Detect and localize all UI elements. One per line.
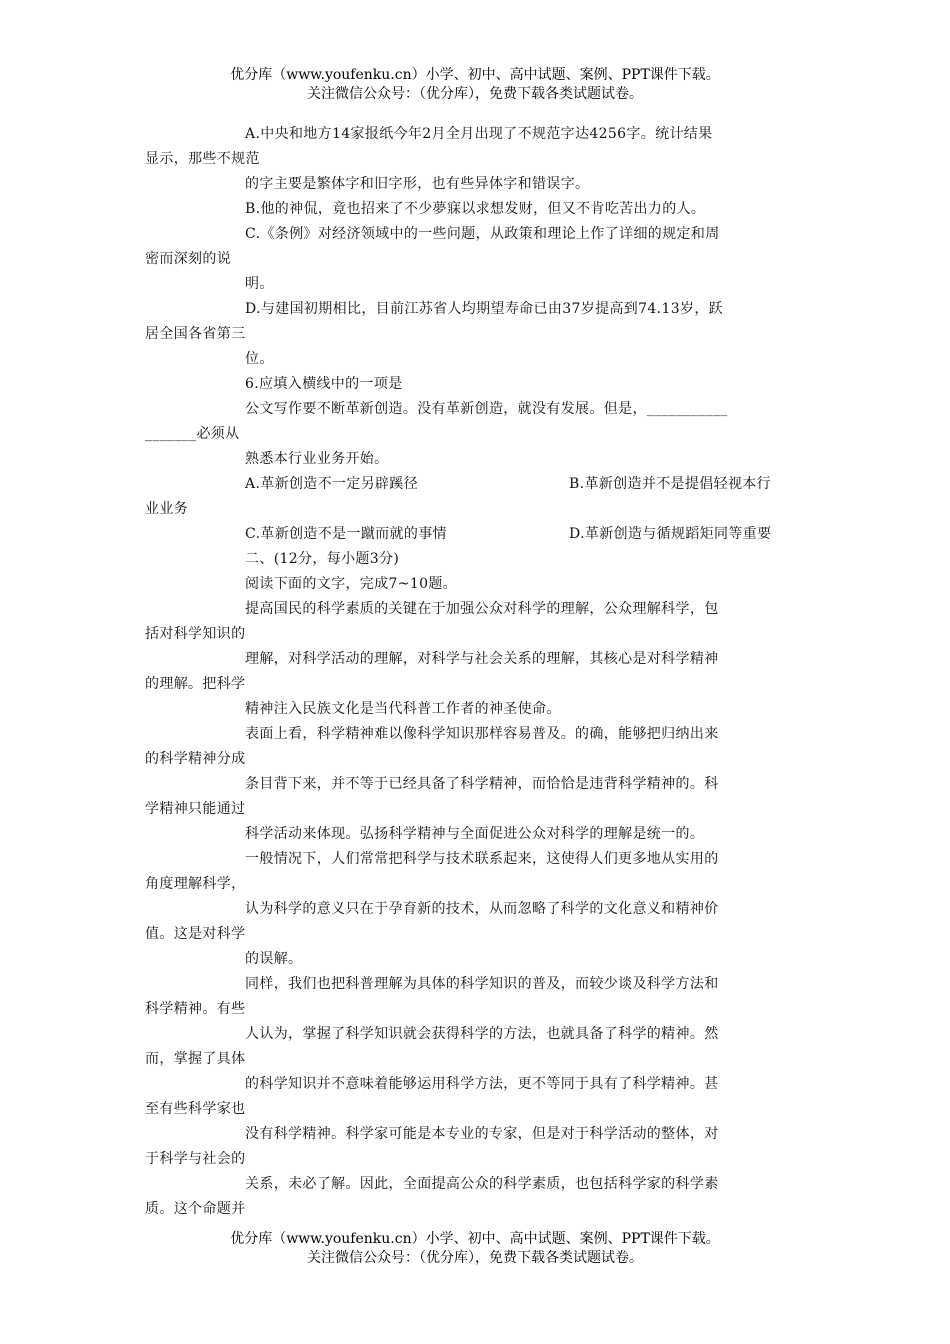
text-line: 关系，未必了解。因此，全面提高公众的科学素质，也包括科学家的科学素: [245, 1176, 719, 1192]
text-line: _______必须从: [145, 426, 240, 442]
text-line: 熟悉本行业业务开始。: [245, 451, 389, 467]
text-line: 表面上看，科学精神难以像科学知识那样容易普及。的确，能够把归纳出来: [245, 726, 719, 742]
footer-line-1: 优分库（www.youfenku.cn）小学、初中、高中试题、案例、PPT课件下载。: [230, 1231, 720, 1247]
page-header: [0, 66, 950, 104]
question-6-title: 6.应填入横线中的一项是: [245, 376, 403, 392]
text-line: 值。这是对科学: [145, 926, 246, 942]
text-line: 的误解。: [245, 951, 303, 967]
text-line: 角度理解科学，: [145, 876, 246, 892]
text-line: 同样，我们也把科普理解为具体的科学知识的普及，而较少谈及科学方法和: [245, 976, 719, 992]
page-footer: [0, 1230, 950, 1268]
option-d: D.革新创造与循规蹈矩同等重要: [569, 526, 772, 542]
text-line: 质。这个命题并: [145, 1201, 246, 1217]
text-line: 的科学精神分成: [145, 751, 246, 767]
text-line: 而，掌握了具体: [145, 1051, 246, 1067]
text-line: 人认为，掌握了科学知识就会获得科学的方法，也就具备了科学的精神。然: [245, 1026, 719, 1042]
text-line: 密而深刻的说: [145, 251, 232, 267]
text-line: 一般情况下，人们常常把科学与技术联系起来，这使得人们更多地从实用的: [245, 851, 719, 867]
option-b: B.革新创造并不是提倡轻视本行: [569, 476, 771, 492]
text-line: 于科学与社会的: [145, 1151, 246, 1167]
header-line-1: 优分库（www.youfenku.cn）小学、初中、高中试题、案例、PPT课件下载。: [230, 67, 720, 83]
text-line: 没有科学精神。科学家可能是本专业的专家，但是对于科学活动的整体，对: [245, 1126, 719, 1142]
text-line: 条目背下来，并不等于已经具备了科学精神，而恰恰是违背科学精神的。科: [245, 776, 719, 792]
text-line: 的理解。把科学: [145, 676, 246, 692]
text-line: 显示，那些不规范: [145, 151, 260, 167]
option-a: A.革新创造不一定另辟蹊径: [245, 476, 419, 492]
section-two-title: 二、(12分，每小题3分): [245, 551, 400, 567]
text-line: 理解，对科学活动的理解，对科学与社会关系的理解，其核心是对科学精神: [245, 651, 719, 667]
text-line: 学精神只能通过: [145, 801, 246, 817]
text-line: 位。: [245, 351, 274, 367]
option-b-cont: 业业务: [145, 501, 189, 517]
text-line: 括对科学知识的: [145, 626, 246, 642]
footer-line-2: 关注微信公众号：（优分库），免费下载各类试题试卷。: [307, 1250, 643, 1266]
text-line: A.中央和地方14家报纸今年2月全月出现了不规范字达4256字。统计结果: [245, 126, 713, 142]
reading-instruction: 阅读下面的文字，完成7~10题。: [245, 576, 458, 592]
text-line: 提高国民的科学素质的关键在于加强公众对科学的理解，公众理解科学，包: [245, 601, 719, 617]
text-line: 的字主要是繁体字和旧字形，也有些异体字和错误字。: [245, 176, 590, 192]
header-line-2: 关注微信公众号：（优分库），免费下载各类试题试卷。: [307, 86, 643, 102]
text-line: B.他的神侃，竟也招来了不少夢寐以求想发财，但又不肯吃苦出力的人。: [245, 201, 706, 217]
text-line: D.与建国初期相比，目前江苏省人均期望寿命已由37岁提高到74.13岁，跃: [245, 301, 724, 317]
text-line: 认为科学的意义只在于孕育新的技术，从而忽略了科学的文化意义和精神价: [245, 901, 719, 917]
text-line: 居全国各省第三: [145, 326, 246, 342]
text-line: 的科学知识并不意味着能够运用科学方法，更不等同于具有了科学精神。甚: [245, 1076, 719, 1092]
text-line: 至有些科学家也: [145, 1101, 246, 1117]
text-line: 公文写作要不断革新创造。没有革新创造，就没有发展。但是，___________: [245, 401, 728, 417]
text-line: 科学精神。有些: [145, 1001, 246, 1017]
text-line: 科学活动来体现。弘扬科学精神与全面促进公众对科学的理解是统一的。: [245, 826, 705, 842]
option-c: C.革新创造不是一蹴而就的事情: [245, 526, 447, 542]
text-line: 明。: [245, 276, 274, 292]
text-line: C.《条例》对经济领域中的一些问题，从政策和理论上作了详细的规定和周: [245, 226, 720, 242]
text-line: 精神注入民族文化是当代科普工作者的神圣使命。: [245, 701, 561, 717]
